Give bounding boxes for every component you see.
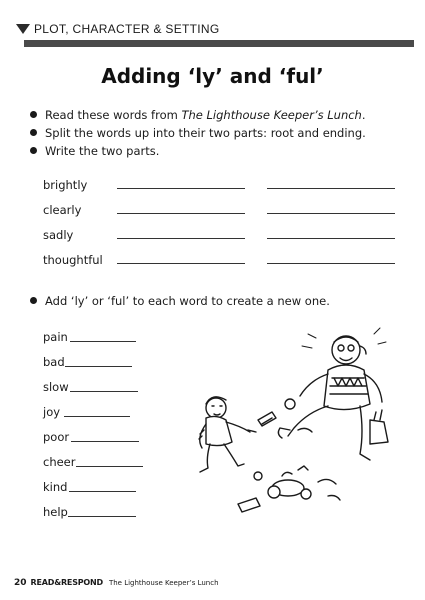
- flying-lunch: [258, 399, 312, 432]
- ending-answer-line[interactable]: [267, 188, 395, 189]
- add-word: slow: [43, 380, 69, 394]
- ending-answer-line[interactable]: [267, 213, 395, 214]
- answer-line[interactable]: [68, 516, 136, 517]
- add-word: joy: [43, 405, 61, 419]
- bullet-icon: [30, 111, 37, 118]
- answer-line[interactable]: [69, 491, 136, 492]
- section-header: [0, 18, 425, 52]
- page-number: 20: [14, 578, 27, 588]
- split-word: clearly: [43, 203, 82, 217]
- answer-line[interactable]: [70, 391, 138, 392]
- boy-figure: [199, 397, 256, 472]
- bullet-icon: [30, 297, 37, 304]
- add-word: cheer: [43, 455, 76, 469]
- answer-line[interactable]: [76, 466, 143, 467]
- bullet-icon: [30, 129, 37, 136]
- answer-line[interactable]: [71, 441, 139, 442]
- instruction-1: [30, 108, 366, 122]
- keeper-figure: [278, 336, 388, 460]
- instruction-1-prefix: Read these words from: [45, 108, 182, 122]
- root-answer-line[interactable]: [117, 263, 245, 264]
- add-word: help: [43, 505, 68, 519]
- split-word: brightly: [43, 178, 88, 192]
- instruction-2: [30, 126, 366, 140]
- header-bar: [24, 40, 414, 47]
- split-word: thoughtful: [43, 253, 103, 267]
- triangle-icon: [16, 24, 30, 34]
- bullet-icon: [30, 147, 37, 154]
- instruction-1-suffix: .: [361, 108, 366, 122]
- ending-answer-line[interactable]: [267, 238, 395, 239]
- instruction-4-text: Add ‘ly’ or ‘ful’ to each word to create a new one.: [45, 294, 330, 308]
- book-title: The Lighthouse Keeper’s Lunch: [181, 108, 362, 122]
- add-word: pain: [43, 330, 68, 344]
- footer-book-title: The Lighthouse Keeper’s Lunch: [108, 579, 219, 587]
- instruction-3-text: Write the two parts.: [45, 144, 160, 158]
- brand-name: READ&RESPOND: [30, 578, 103, 587]
- instruction-2-text: Split the words up into their two parts: root and ending.: [45, 126, 366, 140]
- section-title: PLOT, CHARACTER & SETTING: [34, 22, 220, 36]
- answer-line[interactable]: [64, 416, 130, 417]
- root-answer-line[interactable]: [117, 238, 245, 239]
- ending-answer-line[interactable]: [267, 263, 395, 264]
- spilled-food: [238, 466, 340, 512]
- answer-line[interactable]: [65, 366, 132, 367]
- split-word: sadly: [43, 228, 74, 242]
- instruction-4: [30, 294, 330, 308]
- add-word: kind: [43, 480, 68, 494]
- root-answer-line[interactable]: [117, 188, 245, 189]
- answer-line[interactable]: [70, 341, 136, 342]
- instruction-3: [30, 144, 159, 158]
- add-word: poor: [43, 430, 70, 444]
- lighthouse-keeper-illustration: [178, 320, 398, 520]
- page-title: Adding ‘ly’ and ‘ful’: [101, 64, 324, 88]
- add-word: bad: [43, 355, 65, 369]
- page-footer: [14, 578, 219, 588]
- root-answer-line[interactable]: [117, 213, 245, 214]
